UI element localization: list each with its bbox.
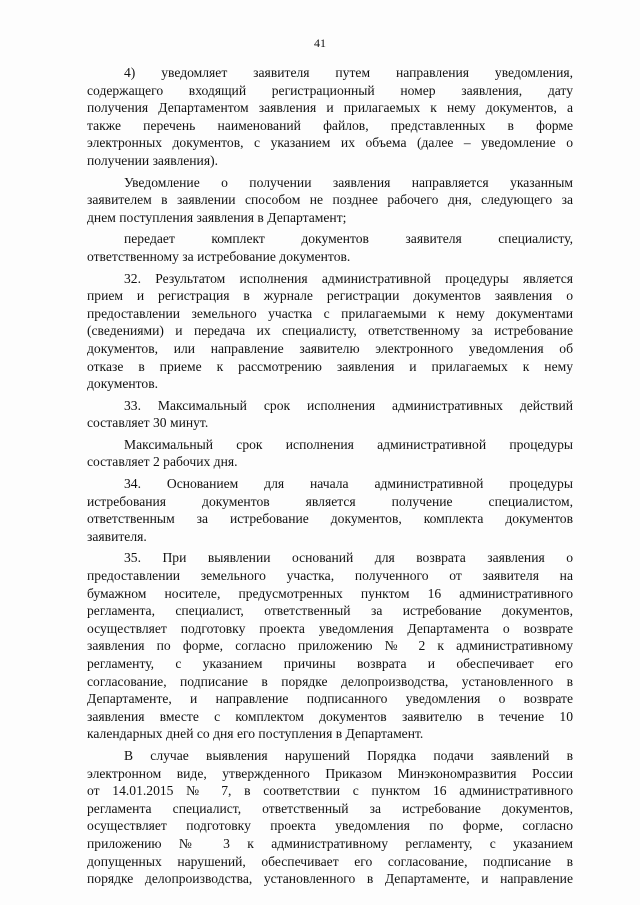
text-line: ответственному за истребование документов. xyxy=(87,248,351,264)
text-line: согласование, подписание в порядке делопроизводства, установленного в xyxy=(87,673,573,689)
text-line: документов, или направление заявителю электронного уведомления об xyxy=(87,340,573,356)
text-line: также перечень наименований файлов, представленных в форме xyxy=(87,117,573,133)
text-line: прием и регистрация в журнале регистрации документов заявления о xyxy=(87,288,573,304)
text-line: осуществляет подготовку проекта уведомления по форме, согласно xyxy=(87,818,573,834)
paragraph xyxy=(87,230,573,265)
text-line: днем поступления заявления в Департамент; xyxy=(87,209,347,225)
text-line: порядке делопроизводства, установленного в Департаменте, и направление xyxy=(87,871,573,887)
text-line: отказе в приеме к рассмотрению заявления и прилагаемых к нему xyxy=(87,358,573,374)
paragraph xyxy=(87,397,573,432)
text-line: приложению № 3 к административному регламенту, с указанием xyxy=(87,835,573,851)
text-line: регламенту, с указанием причины возврата и обеспечивает его xyxy=(87,656,573,671)
text-line: календарных дней со дня его поступления в Департамент. xyxy=(87,726,424,742)
text-line: содержащего входящий регистрационный номер заявления, дату xyxy=(87,82,573,98)
text-line: передает комплект документов заявителя специалисту, xyxy=(124,231,573,247)
paragraph xyxy=(87,436,573,471)
text-line: регламента, специалист, ответственный за истребование документов, xyxy=(87,603,573,619)
text-line: 35. При выявлении оснований для возврата заявления о xyxy=(124,550,573,566)
text-line: Департаменте, и направление подписанного уведомления о возврате xyxy=(87,691,573,707)
text-line: 4) уведомляет заявителя путем направления уведомления, xyxy=(124,65,573,80)
text-line: составляет 30 минут. xyxy=(87,415,209,431)
text-line: допущенных нарушений, обеспечивает его согласование, подписание в xyxy=(87,853,573,869)
text-line: заявления по форме, согласно приложению № 2 к административному xyxy=(87,638,573,654)
text-line: предоставлении земельного участка, полученного от заявителя на xyxy=(87,568,573,584)
text-line: получении заявления). xyxy=(87,152,219,168)
text-line: предоставлении земельного участка с прилагаемыми к нему документами xyxy=(87,305,573,321)
text-line: 33. Максимальный срок исполнения административных действий xyxy=(124,397,573,413)
text-line: электронных документов, с указанием их объема (далее – уведомление о xyxy=(87,135,573,151)
text-line: истребования документов является получение специалистом, xyxy=(87,493,573,509)
text-line: от 14.01.2015 № 7, в соответствии с пунктом 16 административного xyxy=(87,783,573,799)
paragraph xyxy=(87,549,573,743)
paragraph xyxy=(87,174,573,227)
paragraph xyxy=(87,747,573,888)
text-line: ответственным за истребование документов, комплекта документов xyxy=(87,511,573,527)
paragraph xyxy=(87,64,573,170)
text-line: 34. Основанием для начала административной процедуры xyxy=(124,476,573,492)
text-line: Максимальный срок исполнения административной процедуры xyxy=(124,436,573,452)
text-line: получения Департаментом заявления и прилагаемых к нему документов, а xyxy=(87,100,573,116)
text-line: осуществляет подготовку проекта уведомления Департамента о возврате xyxy=(87,620,573,636)
page-number: 41 xyxy=(314,36,326,50)
text-line: 32. Результатом исполнения административной процедуры является xyxy=(124,270,573,286)
text-line: Уведомление о получении заявления направляется указанным xyxy=(124,174,573,190)
text-line: бумажном носителе, предусмотренных пунктом 16 административного xyxy=(87,585,573,601)
paragraph xyxy=(87,270,573,393)
paragraph xyxy=(87,475,573,545)
text-line: регламента специалист, ответственный за истребование документов, xyxy=(87,800,573,816)
text-line: заявления вместе с комплектом документов заявителю в течение 10 xyxy=(87,708,573,724)
text-line: заявителя. xyxy=(87,528,147,544)
text-line: составляет 2 рабочих дня. xyxy=(87,454,238,470)
text-line: В случае выявления нарушений Порядка подачи заявлений в xyxy=(124,747,573,763)
text-line: (сведениями) и передача их специалисту, ответственному за истребование xyxy=(87,323,573,339)
text-line: документов. xyxy=(87,376,159,392)
document-body xyxy=(87,64,573,892)
text-line: заявителем в заявлении способом не позднее рабочего дня, следующего за xyxy=(87,192,573,208)
text-line: электронном виде, утвержденного Приказом Минэкономразвития России xyxy=(87,765,573,781)
